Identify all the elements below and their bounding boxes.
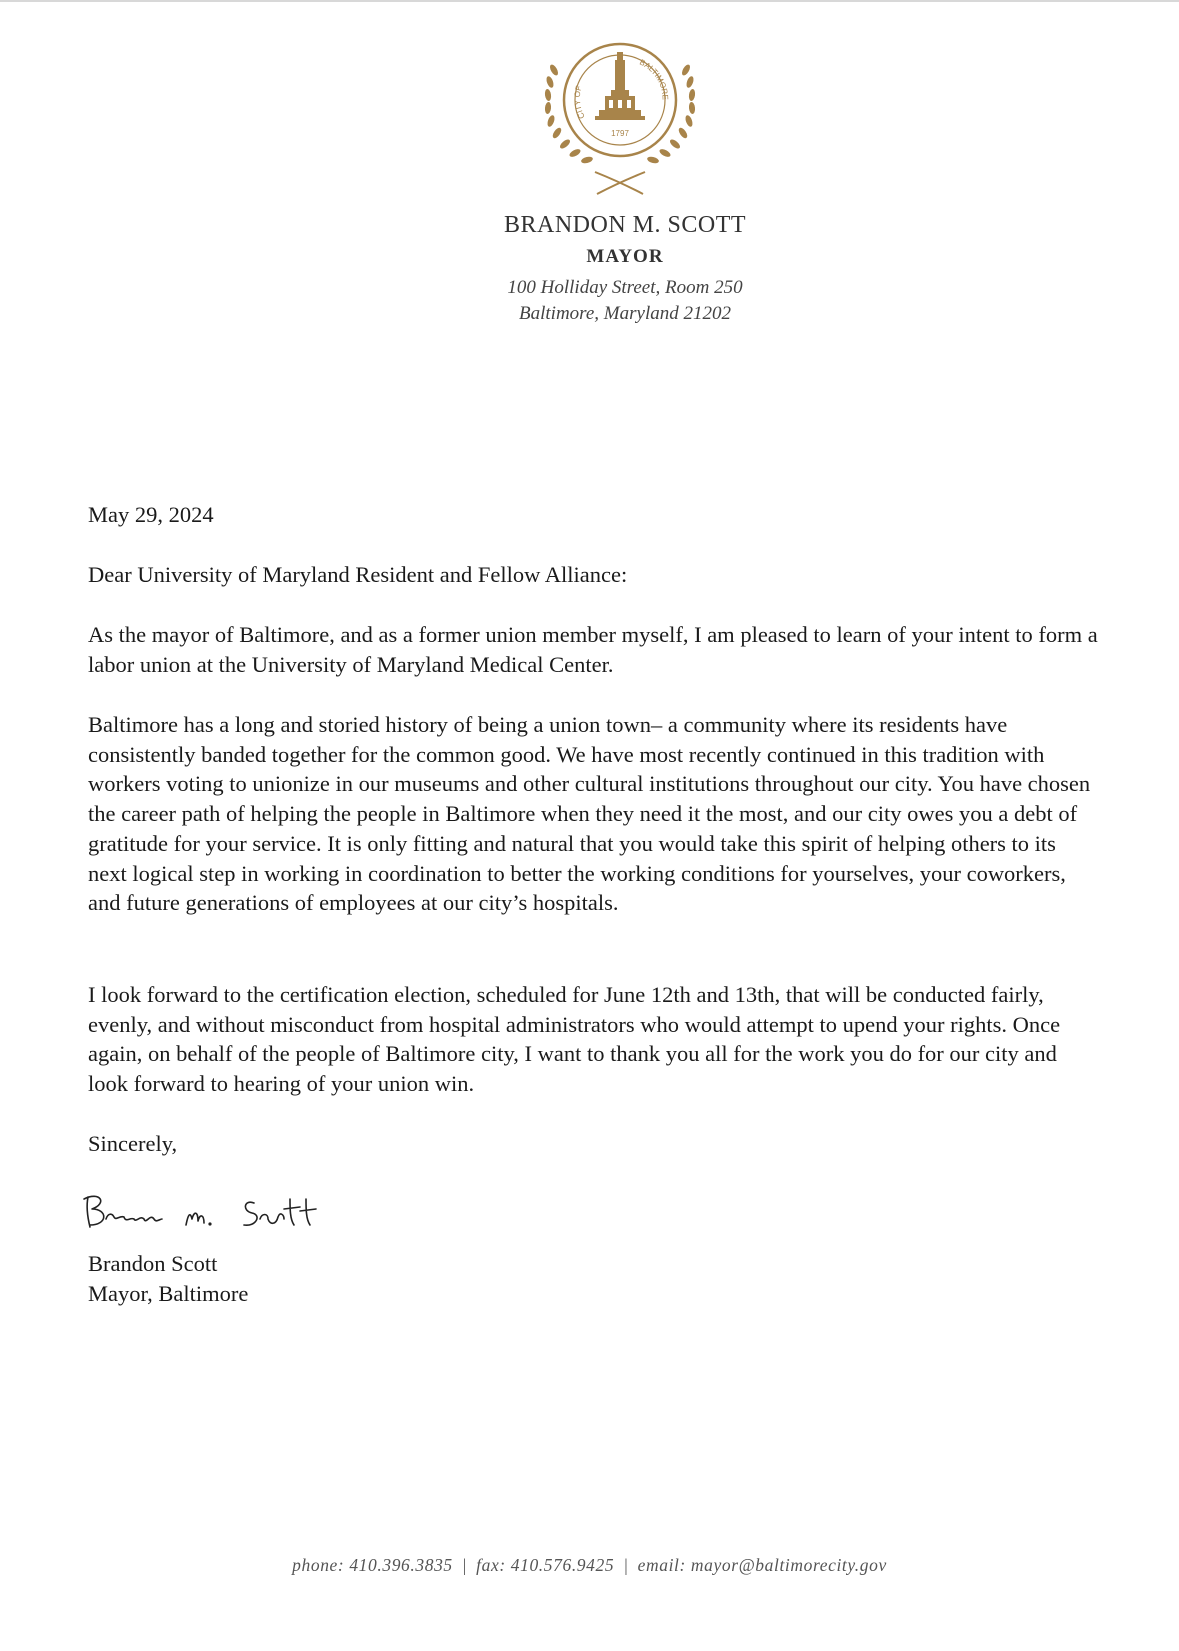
footer-separator: | (623, 1555, 629, 1575)
letterhead-address-line1: 100 Holliday Street, Room 250 (507, 277, 743, 298)
svg-text:BALTIMORE (638, 58, 670, 101)
letter-paragraph-3: I look forward to the certification election, scheduled for June 12th and 13th, that will be conducted fairly, evenly, and without misconduct from hospital administrators who would attempt to upend your rights. Once again, on behalf of the people of Baltimore city, I want to thank you all for the work you do for our city and look forward to hearing of your union win. (88, 982, 1061, 1097)
letter-salutation: Dear University of Maryland Resident and Fellow Alliance: (88, 562, 628, 587)
letter-paragraph-1: As the mayor of Baltimore, and as a former union member myself, I am pleased to learn of your intent to form a labor union at the University of Maryland Medical Center. (88, 622, 1098, 677)
letterhead-title: MAYOR (586, 246, 664, 267)
footer-phone: phone: 410.396.3835 (292, 1555, 453, 1575)
letterhead-address-line2: Baltimore, Maryland 21202 (519, 303, 731, 324)
footer-fax: fax: 410.576.9425 (476, 1555, 615, 1575)
signer-name: Brandon Scott (88, 1251, 218, 1276)
letter-paragraph-2: Baltimore has a long and storied history of being a union town– a community where its residents have consistently banded together for the common good. We have most recently continued in this tradition with workers voting to unionize in our museums and other cultural institutions throughout our city. You have chosen the career path of helping the people in Baltimore when they need it the most, and our city owes you a debt of gratitude for your service. It is only fitting and natural that you would take this spirit of helping others to its next logical step in working in coordination to better the working conditions for yourselves, your coworkers, and future generations of employees at our city’s hospitals. (88, 712, 1091, 916)
seal-text-right: BALTIMORE (638, 57, 670, 101)
svg-text:CITY OF (573, 85, 587, 120)
footer-contact (0, 1555, 1179, 1576)
signature-image (78, 1185, 338, 1235)
city-of-baltimore-seal-icon (543, 22, 697, 198)
footer-separator: | (461, 1555, 468, 1575)
seal-text-left: CITY OF (572, 84, 587, 121)
letterhead-name: BRANDON M. SCOTT (503, 212, 747, 238)
footer-email[interactable]: email: mayor@baltimorecity.gov (637, 1555, 887, 1575)
seal-year: 1797 (611, 129, 629, 138)
letter-date: May 29, 2024 (88, 502, 214, 527)
signer-title: Mayor, Baltimore (88, 1281, 249, 1306)
letter-closing: Sincerely, (88, 1131, 178, 1156)
top-border (0, 0, 1179, 2)
